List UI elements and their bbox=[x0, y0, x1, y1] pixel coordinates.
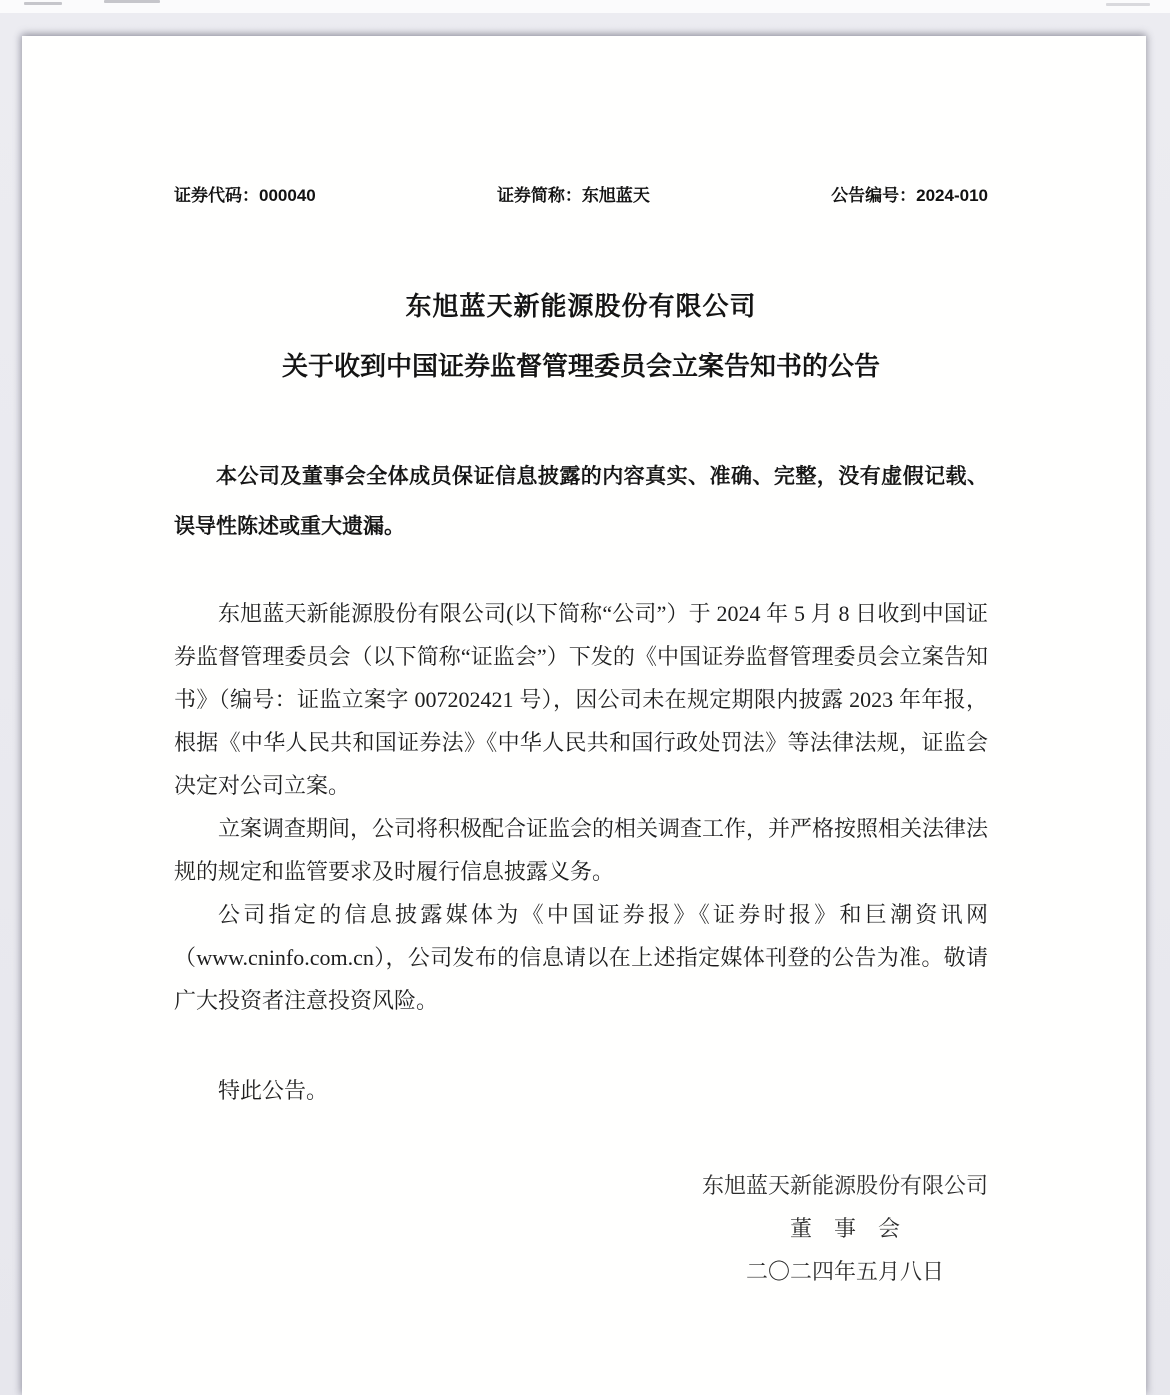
signature-date: 二〇二四年五月八日 bbox=[745, 1259, 944, 1284]
announcement-number-label: 公告编号：2024-010 bbox=[831, 186, 988, 205]
company-name-title: 东旭蓝天新能源股份有限公司 bbox=[405, 291, 757, 321]
closing-statement: 特此公告。 bbox=[218, 1078, 329, 1103]
body-paragraph-case-filing: 东旭蓝天新能源股份有限公司(以下简称“公司”）于 2024 年 5 月 8 日收到中国证券监督管理委员会（以下简称“证监会”）下发的《中国证券监督管理委员会立案告知书》（编号：证监立案字 007202421 号），因公司未在规定期限内披露 2023 年年报，根据《中华人民共和国证券法》《中华人民共和国行政处罚法》等法律法规，证监会决定对公司立案。 bbox=[174, 601, 988, 798]
document-page bbox=[22, 36, 1146, 1395]
stock-name-label: 证券简称：东旭蓝天 bbox=[496, 186, 650, 205]
viewer-top-strip bbox=[0, 0, 1170, 13]
document-header-row bbox=[174, 184, 988, 208]
board-declaration-paragraph: 本公司及董事会全体成员保证信息披露的内容真实、准确、完整，没有虚假记载、误导性陈述或重大遗漏。 bbox=[174, 465, 988, 538]
body-paragraph-cooperation: 立案调查期间，公司将积极配合证监会的相关调查工作，并严格按照相关法律法规的规定和监管要求及时履行信息披露义务。 bbox=[174, 816, 989, 884]
signature-board-of-directors: 董 事 会 bbox=[789, 1216, 900, 1241]
signature-company-name: 东旭蓝天新能源股份有限公司 bbox=[701, 1173, 988, 1198]
scan-artifact-right bbox=[1106, 3, 1150, 6]
signature-inner bbox=[702, 1164, 988, 1293]
signature-block bbox=[174, 1164, 988, 1293]
body-paragraph-media-disclosure: 公司指定的信息披露媒体为《中国证券报》《证券时报》和巨潮资讯网（www.cninfo.com.cn），公司发布的信息请以在上述指定媒体刊登的公告为准。敬请广大投资者注意投资风险。 bbox=[174, 902, 988, 1013]
announcement-title: 关于收到中国证券监督管理委员会立案告知书的公告 bbox=[281, 351, 880, 381]
stock-code-label: 证券代码：000040 bbox=[174, 186, 316, 205]
scan-artifact-left-2 bbox=[104, 0, 160, 3]
scan-artifact-left-1 bbox=[24, 2, 62, 5]
